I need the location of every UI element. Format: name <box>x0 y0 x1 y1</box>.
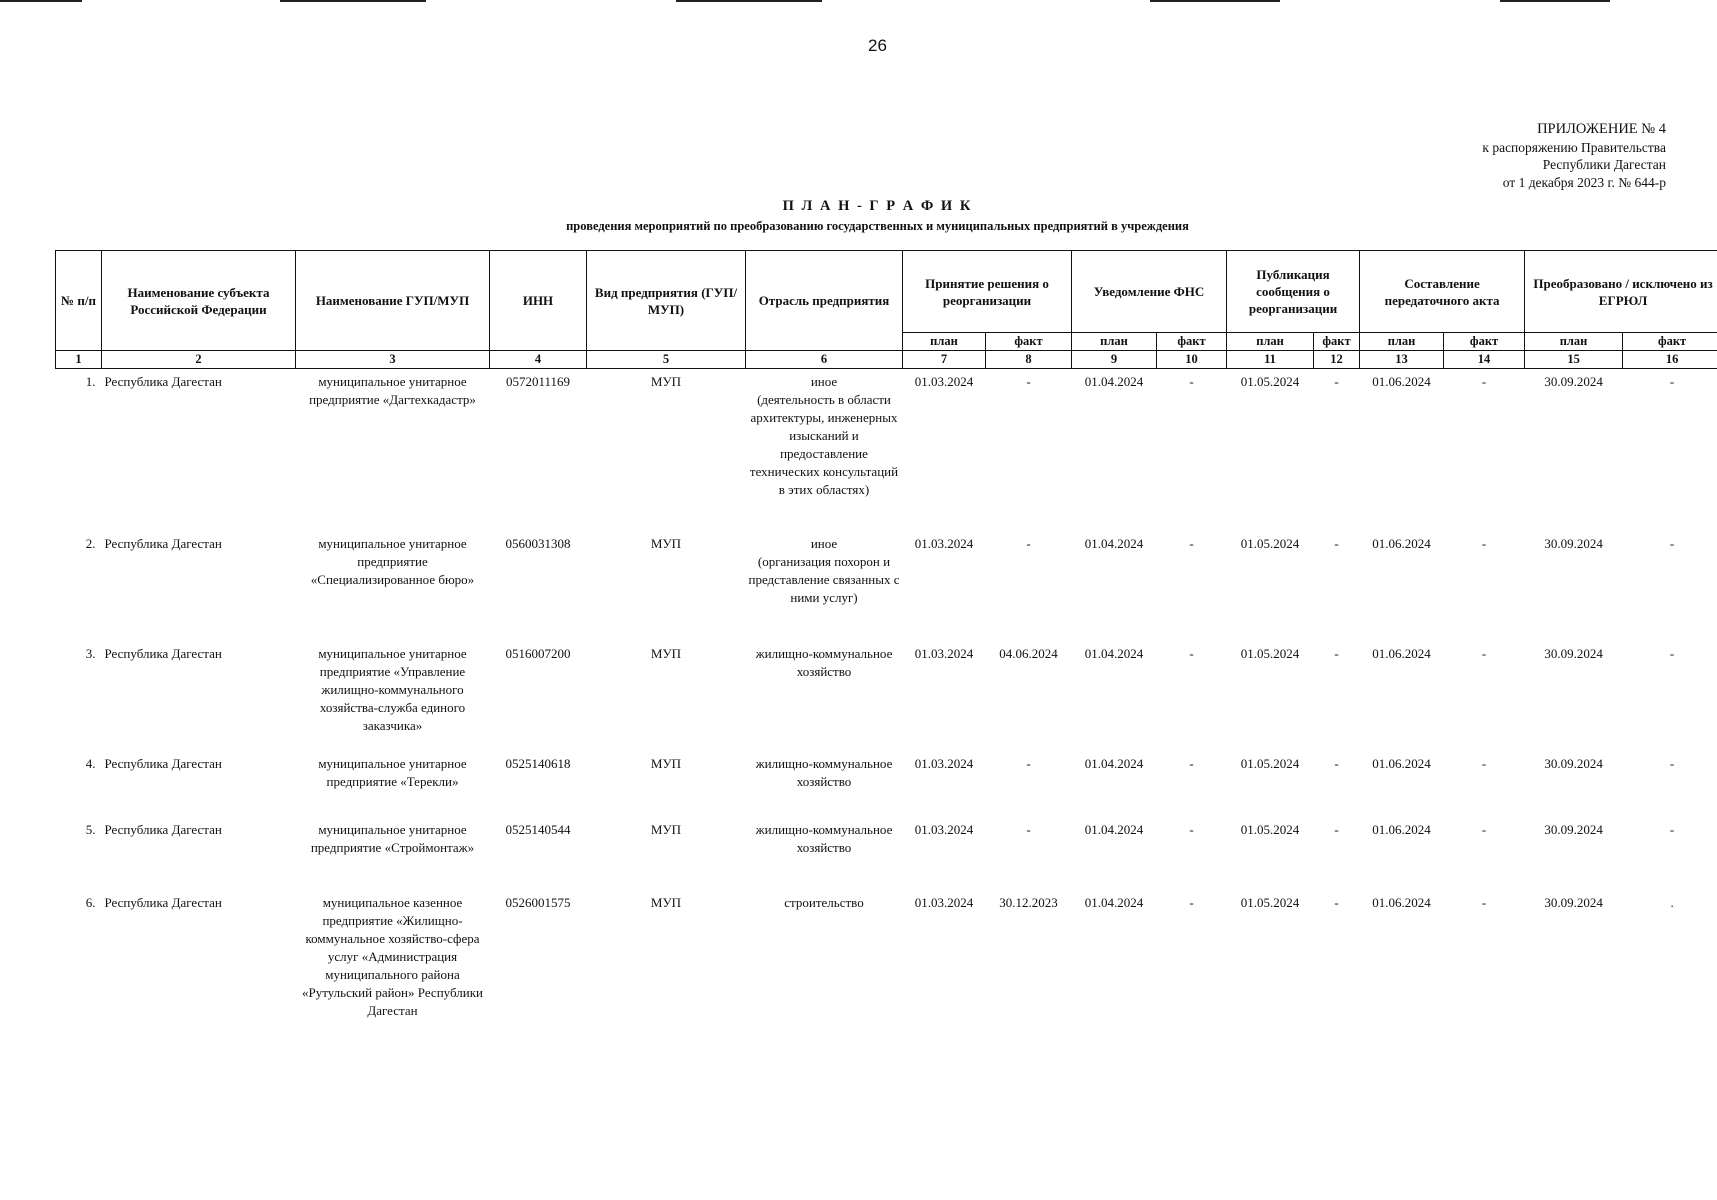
enterprise-name-cell: муниципальное унитарное предприятие «Управление жилищно-коммунального хозяйства-служба единого заказчика» <box>318 645 467 733</box>
header-fact: факт <box>1157 333 1227 351</box>
header-converted: Преобразовано / исключено из ЕГРЮЛ <box>1525 251 1717 333</box>
header-enterprise-name: Наименование ГУП/МУП <box>296 251 490 351</box>
publication-fact-cell: - <box>1334 645 1339 661</box>
column-number: 2 <box>102 351 296 369</box>
enterprise-name-cell: муниципальное унитарное предприятие «Терекли» <box>318 755 467 789</box>
decision-plan-cell: 01.03.2024 <box>914 821 974 837</box>
converted-plan-cell: 30.09.2024 <box>1544 535 1603 551</box>
publication-plan-cell: 01.05.2024 <box>1240 821 1300 837</box>
fns-fact-cell: - <box>1189 755 1194 771</box>
act-plan-cell: 01.06.2024 <box>1372 645 1431 661</box>
header-enterprise-type: Вид предприятия (ГУП/МУП) <box>587 251 746 351</box>
inn-cell: 0525140618 <box>505 755 571 771</box>
header-fact: факт <box>1623 333 1717 351</box>
table-row <box>56 819 1717 892</box>
fns-plan-cell: 01.04.2024 <box>1084 645 1144 661</box>
fns-plan-cell: 01.04.2024 <box>1084 535 1144 551</box>
column-number: 7 <box>903 351 986 369</box>
converted-fact-cell: - <box>1669 374 1675 389</box>
fns-fact-cell: - <box>1189 374 1194 389</box>
column-number: 16 <box>1623 351 1717 369</box>
act-fact-cell: - <box>1481 894 1487 910</box>
enterprise-type-cell: МУП <box>650 645 682 661</box>
subject-cell: Республика Дагестан <box>104 755 222 771</box>
column-number: 5 <box>587 351 746 369</box>
enterprise-type-cell: МУП <box>650 821 682 837</box>
column-number: 9 <box>1072 351 1157 369</box>
row-number: 4. <box>85 755 96 771</box>
enterprise-type-cell: МУП <box>650 755 682 771</box>
inn-cell: 0560031308 <box>505 535 571 551</box>
column-number: 11 <box>1227 351 1314 369</box>
column-number: 14 <box>1444 351 1525 369</box>
header-fact: факт <box>1444 333 1525 351</box>
industry-cell: иное (организация похорон и представление связанных с ними услуг) <box>748 535 900 605</box>
table-body <box>56 369 1717 1032</box>
table-row <box>56 643 1717 753</box>
inn-cell: 0526001575 <box>505 894 571 910</box>
publication-plan-cell: 01.05.2024 <box>1240 755 1300 771</box>
decision-fact-cell: - <box>1026 755 1031 771</box>
header-plan: план <box>1525 333 1623 351</box>
enterprise-name-cell: муниципальное унитарное предприятие «Строймонтаж» <box>310 821 475 855</box>
page-number: 26 <box>868 36 887 55</box>
decision-fact-cell: - <box>1026 821 1031 837</box>
table-row <box>56 753 1717 819</box>
table-row <box>56 892 1717 1032</box>
publication-fact-cell: - <box>1334 374 1339 389</box>
enterprise-type-cell: МУП <box>650 535 682 551</box>
converted-plan-cell: 30.09.2024 <box>1544 821 1603 837</box>
table-header <box>56 251 1717 369</box>
act-fact-cell: - <box>1481 821 1487 837</box>
decision-plan-cell: 01.03.2024 <box>914 894 974 910</box>
act-fact-cell: - <box>1481 645 1487 661</box>
converted-plan-cell: 30.09.2024 <box>1544 374 1603 389</box>
appendix-line: к распоряжению Правительства <box>1482 139 1666 155</box>
fns-plan-cell: 01.04.2024 <box>1084 755 1144 771</box>
enterprise-type-cell: МУП <box>650 894 682 910</box>
industry-cell: жилищно-коммунальное хозяйство <box>755 821 893 855</box>
column-number: 13 <box>1360 351 1444 369</box>
table-row <box>56 533 1717 643</box>
publication-fact-cell: - <box>1334 755 1339 771</box>
act-fact-cell: - <box>1481 374 1487 389</box>
subject-cell: Республика Дагестан <box>104 821 222 837</box>
converted-fact-cell: . <box>1670 894 1674 910</box>
header-plan: план <box>1072 333 1157 351</box>
header-fns: Уведомление ФНС <box>1072 251 1227 333</box>
fns-plan-cell: 01.04.2024 <box>1084 894 1144 910</box>
document-title: П Л А Н - Г Р А Ф И К <box>782 198 973 214</box>
decision-fact-cell: 30.12.2023 <box>999 894 1058 910</box>
converted-plan-cell: 30.09.2024 <box>1544 645 1603 661</box>
decision-fact-cell: - <box>1026 374 1031 389</box>
fns-plan-cell: 01.04.2024 <box>1084 374 1144 389</box>
decision-plan-cell: 01.03.2024 <box>914 755 974 771</box>
subject-cell: Республика Дагестан <box>104 374 222 389</box>
act-fact-cell: - <box>1481 755 1487 771</box>
row-number: 1. <box>85 374 96 389</box>
decision-plan-cell: 01.03.2024 <box>914 535 974 551</box>
act-fact-cell: - <box>1481 535 1487 551</box>
fns-fact-cell: - <box>1189 821 1194 837</box>
plan-schedule-table <box>55 250 1717 1032</box>
scan-edge-stroke <box>676 0 822 2</box>
publication-plan-cell: 01.05.2024 <box>1240 645 1300 661</box>
row-number: 6. <box>85 894 96 910</box>
header-decision: Принятие решения о реорганизации <box>903 251 1072 333</box>
publication-plan-cell: 01.05.2024 <box>1240 535 1300 551</box>
header-transfer-act: Составление передаточного акта <box>1360 251 1525 333</box>
scan-edge-stroke <box>0 0 82 2</box>
table-row <box>56 369 1717 533</box>
scan-edge-stroke <box>1500 0 1610 2</box>
document-subtitle: проведения мероприятий по преобразованию государственных и муниципальных предприятий в учреждения <box>566 219 1189 233</box>
header-fact: факт <box>986 333 1072 351</box>
column-number: 3 <box>296 351 490 369</box>
subject-cell: Республика Дагестан <box>104 645 222 661</box>
scan-edge-stroke <box>1150 0 1280 2</box>
inn-cell: 0525140544 <box>505 821 571 837</box>
appendix-line: Республики Дагестан <box>1542 157 1666 172</box>
industry-cell: иное (деятельность в области архитектуры, инженерных изысканий и предоставление технических консультаций в этих областях) <box>749 374 899 497</box>
publication-fact-cell: - <box>1334 821 1339 837</box>
fns-fact-cell: - <box>1189 894 1194 910</box>
header-fact: факт <box>1314 333 1360 351</box>
header-publication: Публикация сообщения о реорганизации <box>1227 251 1360 333</box>
row-number: 5. <box>85 821 96 837</box>
inn-cell: 0516007200 <box>505 645 571 661</box>
publication-fact-cell: - <box>1334 535 1339 551</box>
industry-cell: строительство <box>784 894 864 910</box>
enterprise-name-cell: муниципальное унитарное предприятие «Дагтехкадастр» <box>309 374 476 407</box>
header-num: № п/п <box>56 251 102 351</box>
appendix-block <box>1482 121 1666 191</box>
act-plan-cell: 01.06.2024 <box>1372 535 1431 551</box>
column-number: 1 <box>56 351 102 369</box>
act-plan-cell: 01.06.2024 <box>1372 821 1431 837</box>
fns-fact-cell: - <box>1189 645 1194 661</box>
header-plan: план <box>1360 333 1444 351</box>
act-plan-cell: 01.06.2024 <box>1372 894 1431 910</box>
row-number: 3. <box>85 645 96 661</box>
header-subject: Наименование субъекта Российской Федерации <box>102 251 296 351</box>
converted-plan-cell: 30.09.2024 <box>1544 755 1603 771</box>
converted-fact-cell: - <box>1669 535 1675 551</box>
column-number: 4 <box>490 351 587 369</box>
column-number: 12 <box>1314 351 1360 369</box>
column-number: 10 <box>1157 351 1227 369</box>
appendix-line: от 1 декабря 2023 г. № 644-р <box>1502 174 1666 190</box>
enterprise-name-cell: муниципальное унитарное предприятие «Специализированное бюро» <box>310 535 475 587</box>
decision-plan-cell: 01.03.2024 <box>914 374 974 389</box>
publication-fact-cell: - <box>1334 894 1339 910</box>
act-plan-cell: 01.06.2024 <box>1372 374 1431 389</box>
fns-fact-cell: - <box>1189 535 1194 551</box>
decision-fact-cell: 04.06.2024 <box>999 645 1058 661</box>
column-number: 6 <box>746 351 903 369</box>
subject-cell: Республика Дагестан <box>104 535 222 551</box>
decision-plan-cell: 01.03.2024 <box>914 645 974 661</box>
converted-plan-cell: 30.09.2024 <box>1544 894 1603 910</box>
act-plan-cell: 01.06.2024 <box>1372 755 1431 771</box>
column-number: 8 <box>986 351 1072 369</box>
industry-cell: жилищно-коммунальное хозяйство <box>755 645 893 679</box>
header-plan: план <box>1227 333 1314 351</box>
converted-fact-cell: - <box>1669 821 1675 837</box>
converted-fact-cell: - <box>1669 645 1675 661</box>
header-industry: Отрасль предприятия <box>746 251 903 351</box>
row-number: 2. <box>85 535 96 551</box>
fns-plan-cell: 01.04.2024 <box>1084 821 1144 837</box>
inn-cell: 0572011169 <box>505 374 571 389</box>
enterprise-type-cell: МУП <box>650 374 682 389</box>
enterprise-name-cell: муниципальное казенное предприятие «Жилищно-коммунальное хозяйство-сфера услуг «Администрация муниципального района «Рутульский район» Республики Дагестан <box>302 894 483 1018</box>
converted-fact-cell: - <box>1669 755 1675 771</box>
publication-plan-cell: 01.05.2024 <box>1240 894 1300 910</box>
decision-fact-cell: - <box>1026 535 1031 551</box>
header-plan: план <box>903 333 986 351</box>
header-inn: ИНН <box>490 251 587 351</box>
appendix-title: ПРИЛОЖЕНИЕ № 4 <box>1537 121 1666 137</box>
industry-cell: жилищно-коммунальное хозяйство <box>755 755 893 789</box>
subject-cell: Республика Дагестан <box>104 894 222 910</box>
scan-edge-stroke <box>280 0 426 2</box>
column-number: 15 <box>1525 351 1623 369</box>
publication-plan-cell: 01.05.2024 <box>1240 374 1300 389</box>
